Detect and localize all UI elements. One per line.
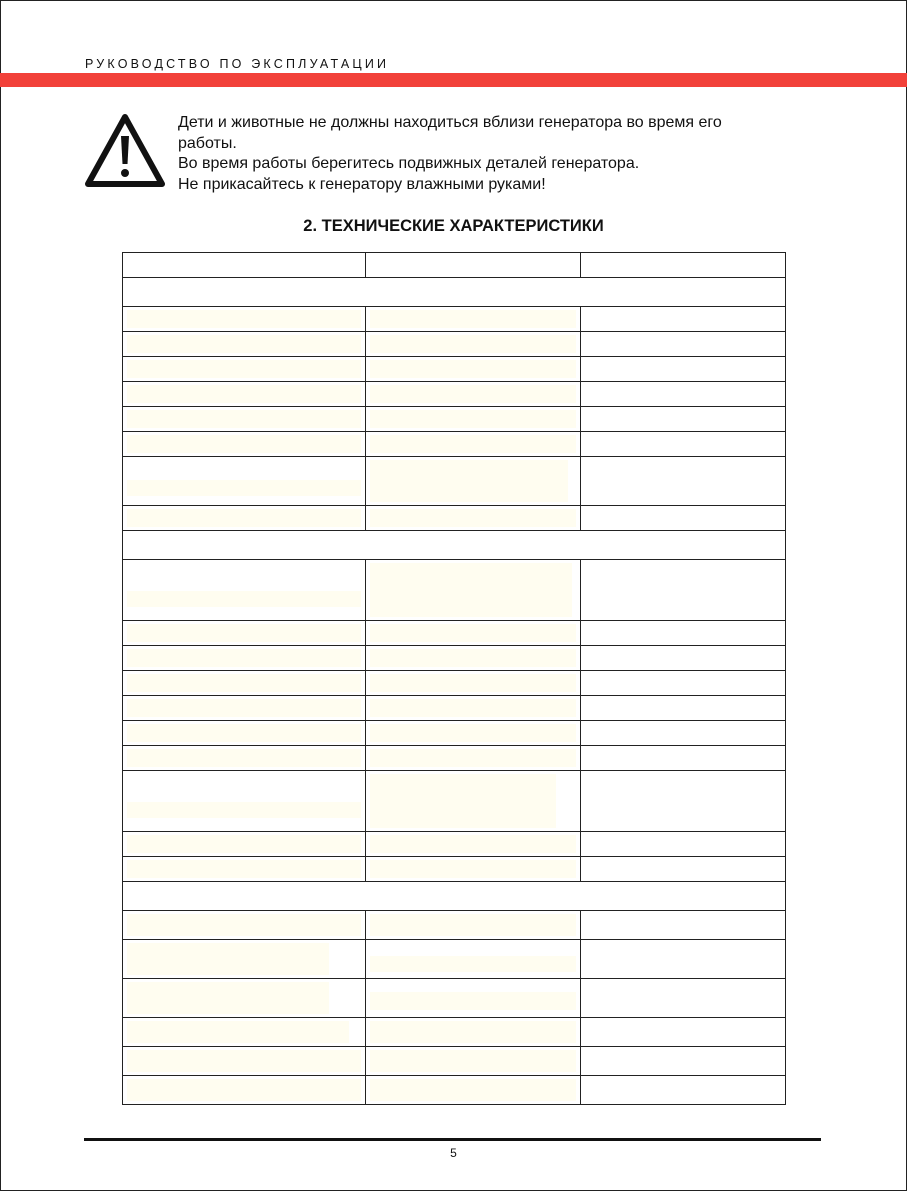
table-cell [581,457,786,506]
table-row [123,832,786,857]
table-cell [366,646,581,671]
table-cell [123,940,366,979]
table-cell [123,382,366,407]
table-section-row [123,882,786,911]
table-cell [123,1076,366,1105]
table-cell [581,746,786,771]
warning-line-4: Не прикасайтесь к генератору влажными руками! [178,175,546,193]
warning-text [178,113,823,195]
table-row [123,407,786,432]
table-cell [581,506,786,531]
table-row [123,432,786,457]
table-cell [581,671,786,696]
section-title: 2. ТЕХНИЧЕСКИЕ ХАРАКТЕРИСТИКИ [303,217,604,235]
table-cell [581,940,786,979]
table-cell [123,746,366,771]
table-cell [123,696,366,721]
table-cell [123,332,366,357]
table-row [123,560,786,621]
table-cell [366,382,581,407]
table-cell [366,407,581,432]
warning-triangle-icon [83,112,167,190]
table-cell [581,357,786,382]
table-row [123,911,786,940]
table-row [123,746,786,771]
table-cell [123,253,366,278]
table-cell [123,721,366,746]
table-cell [366,771,581,832]
table-cell [366,746,581,771]
table-cell [366,696,581,721]
table-header-row [123,253,786,278]
table-row [123,940,786,979]
table-cell [581,407,786,432]
table-row [123,1018,786,1047]
table-cell [123,1047,366,1076]
table-cell [581,332,786,357]
table-section-row [123,531,786,560]
warning-line-2: работы. [178,134,237,152]
table-cell [366,1018,581,1047]
table-cell [581,432,786,457]
table-row [123,671,786,696]
table-cell [123,671,366,696]
table-row [123,457,786,506]
table-row [123,1047,786,1076]
table-cell [123,771,366,832]
table-cell [366,1076,581,1105]
table-cell [123,911,366,940]
table-cell [366,911,581,940]
table-cell [581,253,786,278]
table-row [123,857,786,882]
table-cell [123,979,366,1018]
table-row [123,307,786,332]
table-cell [366,332,581,357]
table-cell [123,307,366,332]
table-cell [366,432,581,457]
table-cell [123,646,366,671]
table-cell [581,621,786,646]
header-accent-bar [0,73,907,87]
table-section-row [123,278,786,307]
table-cell [366,457,581,506]
table-section-cell [123,531,786,560]
specifications-table [122,252,786,1105]
table-cell [581,307,786,332]
table-row [123,721,786,746]
page-number: 5 [450,1146,457,1160]
table-cell [366,979,581,1018]
table-row [123,646,786,671]
table-cell [366,671,581,696]
table-cell [581,832,786,857]
table-cell [366,621,581,646]
table-row [123,1076,786,1105]
footer-rule [84,1138,821,1141]
table-cell [366,940,581,979]
table-cell [581,979,786,1018]
table-cell [123,506,366,531]
table-section-cell [123,882,786,911]
table-cell [581,560,786,621]
table-cell [123,1018,366,1047]
table-cell [366,307,581,332]
table-row [123,506,786,531]
table-cell [366,253,581,278]
table-cell [581,382,786,407]
table-cell [581,1047,786,1076]
table-row [123,979,786,1018]
table-cell [581,857,786,882]
table-cell [123,560,366,621]
table-cell [123,457,366,506]
table-cell [123,432,366,457]
table-cell [366,857,581,882]
table-section-cell [123,278,786,307]
table-row [123,357,786,382]
table-cell [366,721,581,746]
table-row [123,332,786,357]
table-cell [581,646,786,671]
table-cell [366,1047,581,1076]
table-row [123,771,786,832]
table-cell [581,1018,786,1047]
table-cell [123,407,366,432]
table-row [123,621,786,646]
warning-line-3: Во время работы берегитесь подвижных деталей генератора. [178,155,640,172]
table-cell [123,357,366,382]
warning-line-1: Дети и животные не должны находиться вблизи генератора во время его [178,114,722,131]
table-cell [123,621,366,646]
table-cell [581,911,786,940]
table-cell [581,696,786,721]
table-cell [366,506,581,531]
table-cell [581,1076,786,1105]
table-cell [123,857,366,882]
table-row [123,696,786,721]
table-cell [581,771,786,832]
table-cell [581,721,786,746]
table-cell [123,832,366,857]
table-row [123,382,786,407]
header-title: РУКОВОДСТВО ПО ЭКСПЛУАТАЦИИ [85,57,390,71]
table-cell [366,560,581,621]
table-cell [366,357,581,382]
table-cell [366,832,581,857]
